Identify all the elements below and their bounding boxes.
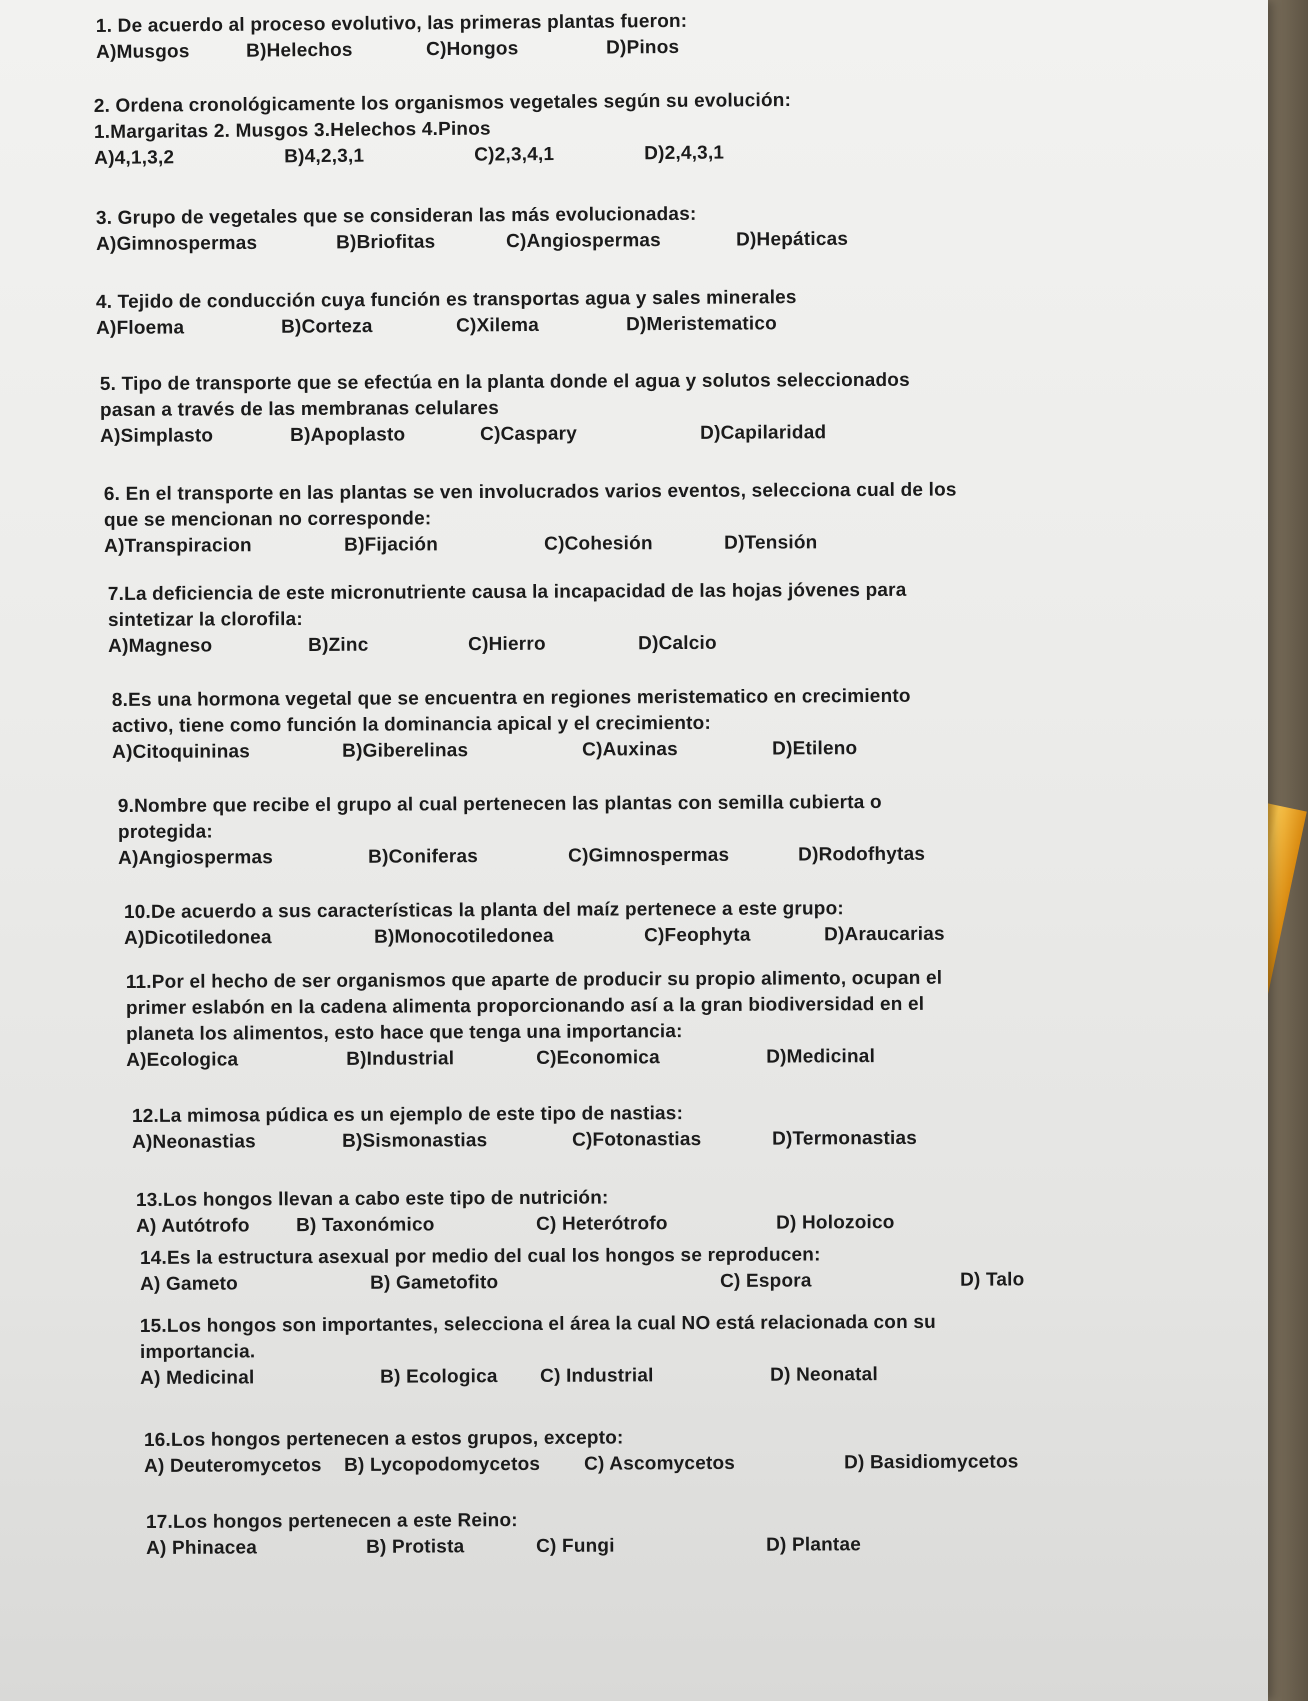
answer-option-a[interactable]: A)Neonastias — [132, 1131, 256, 1153]
answer-option-b[interactable]: B) Taxonómico — [296, 1214, 435, 1237]
question-15 — [140, 1308, 1290, 1392]
answer-option-a[interactable]: A) Gameto — [140, 1273, 238, 1295]
question-stem: primer eslabón en la cadena alimenta proporcionando así a la gran biodiversidad en el — [125, 993, 925, 1020]
answer-option-c[interactable]: C)Angiospermas — [506, 230, 661, 253]
answer-option-a[interactable]: A)4,1,3,2 — [94, 147, 175, 169]
question-10 — [124, 894, 1274, 952]
answer-options — [100, 418, 1250, 450]
question-stem: 11.Por el hecho de ser organismos que aparte de producir su propio alimento, ocupan el — [125, 967, 943, 994]
answer-option-d[interactable]: D)Calcio — [638, 632, 717, 655]
question-13 — [136, 1182, 1286, 1240]
answer-option-d[interactable]: D)2,4,3,1 — [644, 142, 725, 165]
question-9 — [118, 788, 1268, 872]
answer-option-d[interactable]: D)Etileno — [772, 738, 858, 760]
answer-options — [126, 1042, 1276, 1074]
answer-option-b[interactable]: B)Sismonastias — [342, 1130, 488, 1152]
question-stem: 16.Los hongos pertenecen a estos grupos, excepto: — [143, 1427, 624, 1451]
question-stem: activo, tiene como función la dominancia apical y el crecimiento: — [111, 712, 712, 737]
answer-option-c[interactable]: C)Gimnospermas — [568, 844, 730, 867]
question-stem: 4. Tejido de conducción cuya función es transportas agua y sales minerales — [95, 287, 797, 314]
answer-option-c[interactable]: C)Hierro — [468, 633, 546, 656]
question-8 — [112, 682, 1262, 766]
answer-option-b[interactable]: B) Protista — [366, 1536, 465, 1558]
question-4 — [96, 282, 1246, 342]
answer-option-a[interactable]: A) Medicinal — [140, 1367, 255, 1389]
question-stem: 14.Es la estructura asexual por medio del cual los hongos se reproducen: — [139, 1244, 821, 1269]
answer-option-b[interactable]: B) Gametofito — [370, 1272, 499, 1294]
question-7 — [108, 576, 1258, 660]
answer-option-a[interactable]: A)Floema — [96, 317, 185, 339]
answer-option-a[interactable]: A) Phinacea — [146, 1537, 258, 1559]
answer-options — [136, 1208, 1286, 1240]
question-1 — [96, 4, 1246, 66]
question-stem: planeta los alimentos, esto hace que tenga una importancia: — [126, 1021, 683, 1045]
question-stem: 1.Margaritas 2. Musgos 3.Helechos 4.Pinos — [93, 118, 491, 143]
answer-option-b[interactable]: B)Coniferas — [368, 846, 479, 868]
answer-option-b[interactable]: B)Corteza — [281, 316, 373, 338]
answer-option-a[interactable]: A) Autótrofo — [136, 1215, 250, 1237]
answer-option-c[interactable]: C) Fungi — [536, 1535, 615, 1557]
answer-option-b[interactable]: B)Apoplasto — [290, 424, 406, 447]
answer-option-a[interactable]: A) Deuteromycetos — [144, 1455, 322, 1477]
answer-option-c[interactable]: C) Industrial — [540, 1365, 654, 1387]
question-14 — [140, 1240, 1290, 1298]
answer-option-d[interactable]: D) Basidiomycetos — [844, 1451, 1019, 1474]
answer-options — [140, 1266, 1290, 1298]
question-stem: pasan a través de las membranas celulares — [99, 397, 500, 421]
answer-option-a[interactable]: A)Transpiracion — [104, 535, 252, 557]
answer-options — [108, 628, 1258, 660]
answer-option-a[interactable]: A)Citoquininas — [112, 741, 251, 763]
answer-option-b[interactable]: B)Industrial — [346, 1048, 455, 1070]
question-stem: 12.La mimosa púdica es un ejemplo de este tipo de nastias: — [131, 1103, 684, 1127]
question-stem: 6. En el transporte en las plantas se ven involucrados varios eventos, selecciona cual de los — [103, 479, 957, 506]
answer-option-d[interactable]: D)Rodofhytas — [798, 843, 926, 866]
answer-options — [144, 1448, 1294, 1480]
answer-option-c[interactable]: C)Cohesión — [544, 533, 653, 555]
answer-option-a[interactable]: A)Magneso — [108, 635, 213, 657]
answer-option-d[interactable]: D) Plantae — [766, 1534, 862, 1556]
question-stem: 13.Los hongos llevan a cabo este tipo de nutrición: — [135, 1187, 609, 1211]
answer-option-c[interactable]: C)2,3,4,1 — [474, 143, 555, 166]
question-17 — [146, 1504, 1296, 1562]
answer-options — [104, 528, 1254, 560]
question-12 — [132, 1098, 1282, 1156]
answer-option-b[interactable]: B)Fijación — [344, 534, 439, 556]
answer-option-c[interactable]: C) Espora — [720, 1270, 812, 1292]
answer-option-c[interactable]: C)Economica — [536, 1047, 660, 1069]
answer-option-d[interactable]: D)Medicinal — [766, 1046, 876, 1068]
answer-option-b[interactable]: B)Zinc — [308, 634, 369, 656]
answer-option-d[interactable]: D)Tensión — [724, 532, 818, 554]
question-2 — [94, 84, 1245, 172]
answer-option-b[interactable]: B) Lycopodomycetos — [344, 1453, 541, 1476]
question-stem: 3. Grupo de vegetales que se consideran las más evolucionadas: — [95, 203, 697, 230]
answer-option-c[interactable]: C) Ascomycetos — [584, 1452, 736, 1475]
answer-option-a[interactable]: A)Musgos — [96, 41, 190, 63]
answer-option-c[interactable]: C)Feophyta — [644, 924, 751, 947]
question-stem: importancia. — [139, 1341, 256, 1363]
question-stem: 5. Tipo de transporte que se efectúa en la planta donde el agua y solutos seleccionados — [99, 369, 910, 396]
answer-option-a[interactable]: A)Angiospermas — [118, 847, 274, 869]
question-stem: protegida: — [117, 821, 213, 843]
answer-option-d[interactable]: D)Meristematico — [626, 313, 777, 336]
question-6 — [104, 476, 1254, 560]
question-stem: sintetizar la clorofila: — [107, 608, 303, 631]
answer-options — [140, 1360, 1290, 1392]
question-16 — [144, 1422, 1294, 1480]
question-stem: 8.Es una hormona vegetal que se encuentra en regiones meristematico en crecimiento — [111, 685, 911, 712]
answer-option-c[interactable]: C)Fotonastias — [572, 1129, 702, 1151]
answer-option-c[interactable]: C) Heterótrofo — [536, 1213, 668, 1235]
answer-option-b[interactable]: B)Giberelinas — [342, 740, 469, 762]
answer-option-d[interactable]: D) Neonatal — [770, 1364, 878, 1386]
question-5 — [100, 366, 1250, 450]
question-stem: 7.La deficiencia de este micronutriente causa la incapacidad de las hojas jóvenes para — [107, 579, 907, 606]
answer-option-c[interactable]: C)Caspary — [480, 423, 578, 446]
answer-option-c[interactable]: C)Xilema — [456, 314, 540, 337]
answer-option-d[interactable]: D)Araucarias — [824, 923, 945, 946]
answer-options — [118, 840, 1268, 872]
answer-options — [146, 1530, 1296, 1562]
question-11 — [126, 964, 1277, 1074]
answer-option-d[interactable]: D)Capilaridad — [700, 422, 827, 444]
answer-option-b[interactable]: B)Helechos — [246, 39, 353, 62]
answer-option-d[interactable]: D)Termonastias — [772, 1127, 918, 1150]
answer-option-d[interactable]: D)Hepáticas — [735, 228, 849, 251]
question-stem: 15.Los hongos son importantes, selecciona el área la cual NO está relacionada con su — [139, 1311, 936, 1338]
answer-options — [124, 920, 1274, 952]
answer-option-b[interactable]: B) Ecologica — [380, 1366, 498, 1388]
question-stem: 17.Los hongos pertenecen a este Reino: — [145, 1510, 518, 1533]
answer-option-a[interactable]: A)Dicotiledonea — [124, 927, 272, 949]
answer-option-b[interactable]: B)4,2,3,1 — [284, 145, 365, 168]
answer-option-b[interactable]: B)Briofitas — [336, 231, 436, 254]
answer-option-d[interactable]: D) Holozoico — [776, 1212, 895, 1234]
question-stem: que se mencionan no corresponde: — [103, 508, 432, 531]
answer-option-a[interactable]: A)Gimnospermas — [96, 232, 258, 255]
question-stem: 2. Ordena cronológicamente los organismos vegetales según su evolución: — [93, 89, 792, 118]
question-stem: 1. De acuerdo al proceso evolutivo, las primeras plantas fueron: — [95, 10, 688, 38]
question-stem: 10.De acuerdo a sus características la planta del maíz pertenece a este grupo: — [123, 898, 844, 924]
answer-options — [132, 1124, 1282, 1156]
answer-option-c[interactable]: C)Auxinas — [582, 739, 678, 761]
answer-option-d[interactable]: D)Pinos — [605, 36, 680, 59]
question-stem: 9.Nombre que recibe el grupo al cual pertenecen las plantas con semilla cubierta o — [117, 792, 882, 818]
answer-options — [112, 734, 1262, 766]
question-3 — [96, 198, 1246, 258]
answer-option-b[interactable]: B)Monocotiledonea — [374, 925, 554, 948]
answer-option-a[interactable]: A)Simplasto — [100, 425, 214, 447]
answer-option-d[interactable]: D) Talo — [959, 1269, 1025, 1291]
answer-option-a[interactable]: A)Ecologica — [126, 1049, 239, 1071]
answer-option-c[interactable]: C)Hongos — [426, 38, 519, 61]
